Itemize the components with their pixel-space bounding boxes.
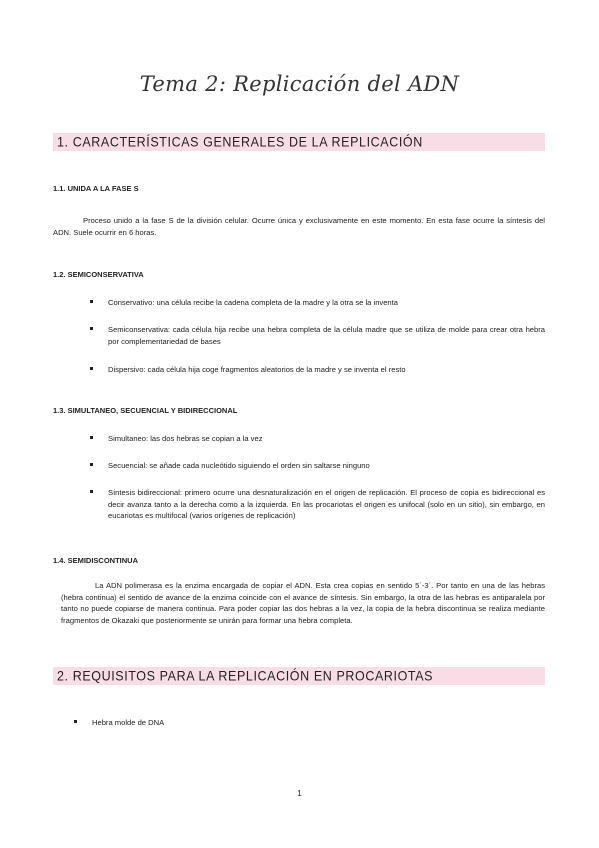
list-item-text: Conservativo: una célula recibe la cadena completa de la madre y la otra se la inventa xyxy=(108,298,398,307)
list-item-text: Hebra molde de DNA xyxy=(92,718,165,727)
list-item-text: Semiconservativa: cada célula hija recibe una hebra completa de la célula madre que se utiliza de molde para crear otra hebra por complementariedad de bases xyxy=(108,325,545,346)
subsection-heading: 1.4. SEMIDISCONTINUA xyxy=(53,556,139,565)
subsection-heading: 1.3. SIMULTANEO, SECUENCIAL Y BIDIRECCIONAL xyxy=(53,406,238,415)
document-title: Tema 2: Replicación del ADN xyxy=(139,72,460,96)
section-heading: 2. REQUISITOS PARA LA REPLICACIÓN EN PROCARIOTAS xyxy=(57,668,434,684)
paragraph: La ADN polimerasa es la enzima encargada de copiar el ADN. Esta crea copias en sentido 5´-3´. Por tanto en una de las hebras (hebra continua) el sentido de avance de la enzima coincide con el avance de síntesis. Sin embargo, la otra de las hebras es antiparalela por tanto no puede copiarse de manera continua. Para poder copiar las dos hebras a la vez, la copia de la hebra discontinua se realiza mediante fragmentos de Okazaki que posteriormente se unirán para formar una hebra completa. xyxy=(61,581,545,625)
paragraph: Proceso unido a la fase S de la división celular. Ocurre única y exclusivamente en este momento. En esta fase ocurre la síntesis del ADN. Suele ocurrir en 6 horas. xyxy=(53,216,545,237)
subsection-heading: 1.2. SEMICONSERVATIVA xyxy=(53,270,144,279)
list-item-text: Síntesis bidireccional: primero ocurre una desnaturalización en el origen de replicación. El proceso de copia es bidireccional es decir avanza tanto a la derecha como a la izquierda. En las procariotas el origen es unifocal (solo en un sitio), sin embargo, en eucariotas es multifocal (varios orígenes de replicación) xyxy=(108,488,545,520)
bullet-icon xyxy=(90,327,93,330)
list-item-text: Simultaneo: las dos hebras se copian a la vez xyxy=(108,434,263,443)
bullet-icon xyxy=(90,490,93,493)
list-item-text: Secuencial: se añade cada nucleótido siguiendo el orden sin saltarse ninguno xyxy=(108,461,370,470)
list-item-text: Dispersivo: cada célula hija coge fragmentos aleatorios de la madre y se inventa el resto xyxy=(108,365,406,374)
bullet-icon xyxy=(74,720,77,723)
bullet-icon xyxy=(90,367,93,370)
bullet-icon xyxy=(90,436,93,439)
subsection-heading: 1.1. UNIDA A LA FASE S xyxy=(53,184,139,193)
page-number: 1 xyxy=(297,789,302,798)
bullet-icon xyxy=(90,300,93,303)
bullet-icon xyxy=(90,463,93,466)
section-heading: 1. CARACTERÍSTICAS GENERALES DE LA REPLICACIÓN xyxy=(57,134,423,150)
